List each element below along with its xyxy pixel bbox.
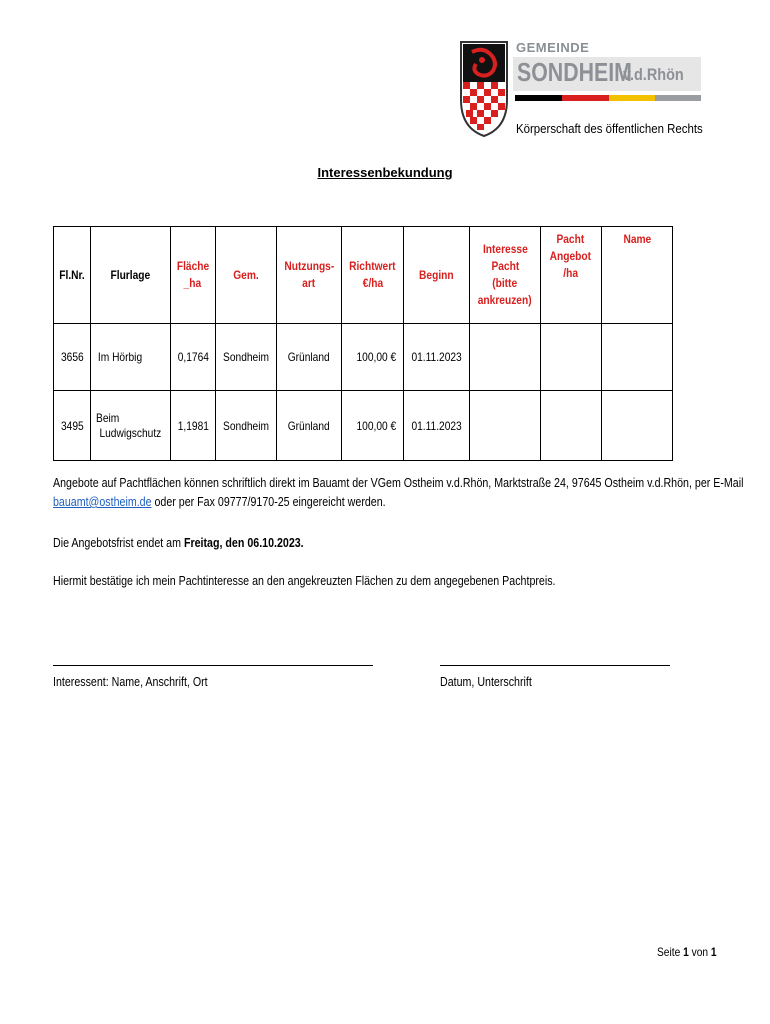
cell-richtwert: 100,00 € xyxy=(342,324,404,391)
signature-line-left xyxy=(53,665,373,666)
interessent-label: Interessent: Name, Anschrift, Ort xyxy=(53,674,208,689)
cell-name-input[interactable] xyxy=(601,324,672,391)
cell-nutzungsart: Grünland xyxy=(276,324,342,391)
col-angebot: Pacht Angebot /ha xyxy=(540,227,601,324)
submission-info-line2 xyxy=(53,494,386,509)
page-number: Seite 1 von 1 xyxy=(657,945,717,959)
email-link[interactable]: bauamt@ostheim.de xyxy=(53,494,152,509)
col-gem: Gem. xyxy=(215,227,276,324)
col-richtwert: Richtwert €/ha xyxy=(342,227,404,324)
table-header-row xyxy=(54,227,673,324)
gemeinde-label: GEMEINDE xyxy=(516,40,590,55)
stripe-red xyxy=(562,95,609,101)
cell-flurlage: Beim Ludwigschutz xyxy=(91,391,171,461)
legal-status: Körperschaft des öffentlichen Rechts xyxy=(516,121,703,136)
cell-flaeche: 1,1981 xyxy=(170,391,215,461)
table-row xyxy=(54,324,673,391)
cell-richtwert: 100,00 € xyxy=(342,391,404,461)
cell-fl-nr: 3495 xyxy=(54,391,91,461)
col-fl-nr: Fl.Nr. xyxy=(54,227,91,324)
land-parcel-table xyxy=(53,226,673,461)
table-row xyxy=(54,391,673,461)
cell-flaeche: 0,1764 xyxy=(170,324,215,391)
cell-beginn: 01.11.2023 xyxy=(404,391,470,461)
cell-fl-nr: 3656 xyxy=(54,324,91,391)
col-beginn: Beginn xyxy=(404,227,470,324)
cell-gem: Sondheim xyxy=(215,391,276,461)
cell-angebot-input[interactable] xyxy=(540,324,601,391)
stripe-grey xyxy=(655,95,701,101)
col-name: Name xyxy=(601,227,672,324)
signature-line-right xyxy=(440,665,670,666)
town-name: SONDHEIM xyxy=(517,57,632,87)
cell-name-input[interactable] xyxy=(601,391,672,461)
deadline-prefix: Die Angebotsfrist endet am xyxy=(53,535,184,550)
col-nutzungsart: Nutzungs- art xyxy=(276,227,342,324)
municipality-logo xyxy=(458,38,703,138)
cell-angebot-input[interactable] xyxy=(540,391,601,461)
cell-interesse-checkbox[interactable] xyxy=(470,324,540,391)
document-title: Interessenbekundung xyxy=(317,165,453,180)
cell-gem: Sondheim xyxy=(215,324,276,391)
cell-flurlage: Im Hörbig xyxy=(91,324,171,391)
datum-label: Datum, Unterschrift xyxy=(440,674,532,689)
stripe-black xyxy=(515,95,562,101)
cell-nutzungsart: Grünland xyxy=(276,391,342,461)
confirmation-text: Hiermit bestätige ich mein Pachtinteresse an den angekreuzten Flächen zu dem angegebenen Pachtpreis. xyxy=(53,573,556,588)
submission-info-line1: Angebote auf Pachtflächen können schriftlich direkt im Bauamt der VGem Ostheim v.d.Rhön, Marktstraße 24, 97645 Ostheim v.d.Rhön, per E-Mail xyxy=(53,475,744,490)
col-interesse: Interesse Pacht (bitte ankreuzen) xyxy=(470,227,540,324)
cell-beginn: 01.11.2023 xyxy=(404,324,470,391)
col-flurlage: Flurlage xyxy=(91,227,171,324)
deadline-text xyxy=(53,535,304,550)
town-suffix: v.d.Rhön xyxy=(623,65,684,84)
fax-info: oder per Fax 09777/9170-25 eingereicht werden. xyxy=(151,494,386,509)
cell-interesse-checkbox[interactable] xyxy=(470,391,540,461)
town-name-box xyxy=(513,57,701,91)
col-flaeche: Fläche _ha xyxy=(170,227,215,324)
coat-of-arms-icon xyxy=(458,38,510,138)
stripe-gold xyxy=(609,95,655,101)
deadline-date: Freitag, den 06.10.2023. xyxy=(183,535,304,550)
flag-stripe xyxy=(515,95,701,101)
